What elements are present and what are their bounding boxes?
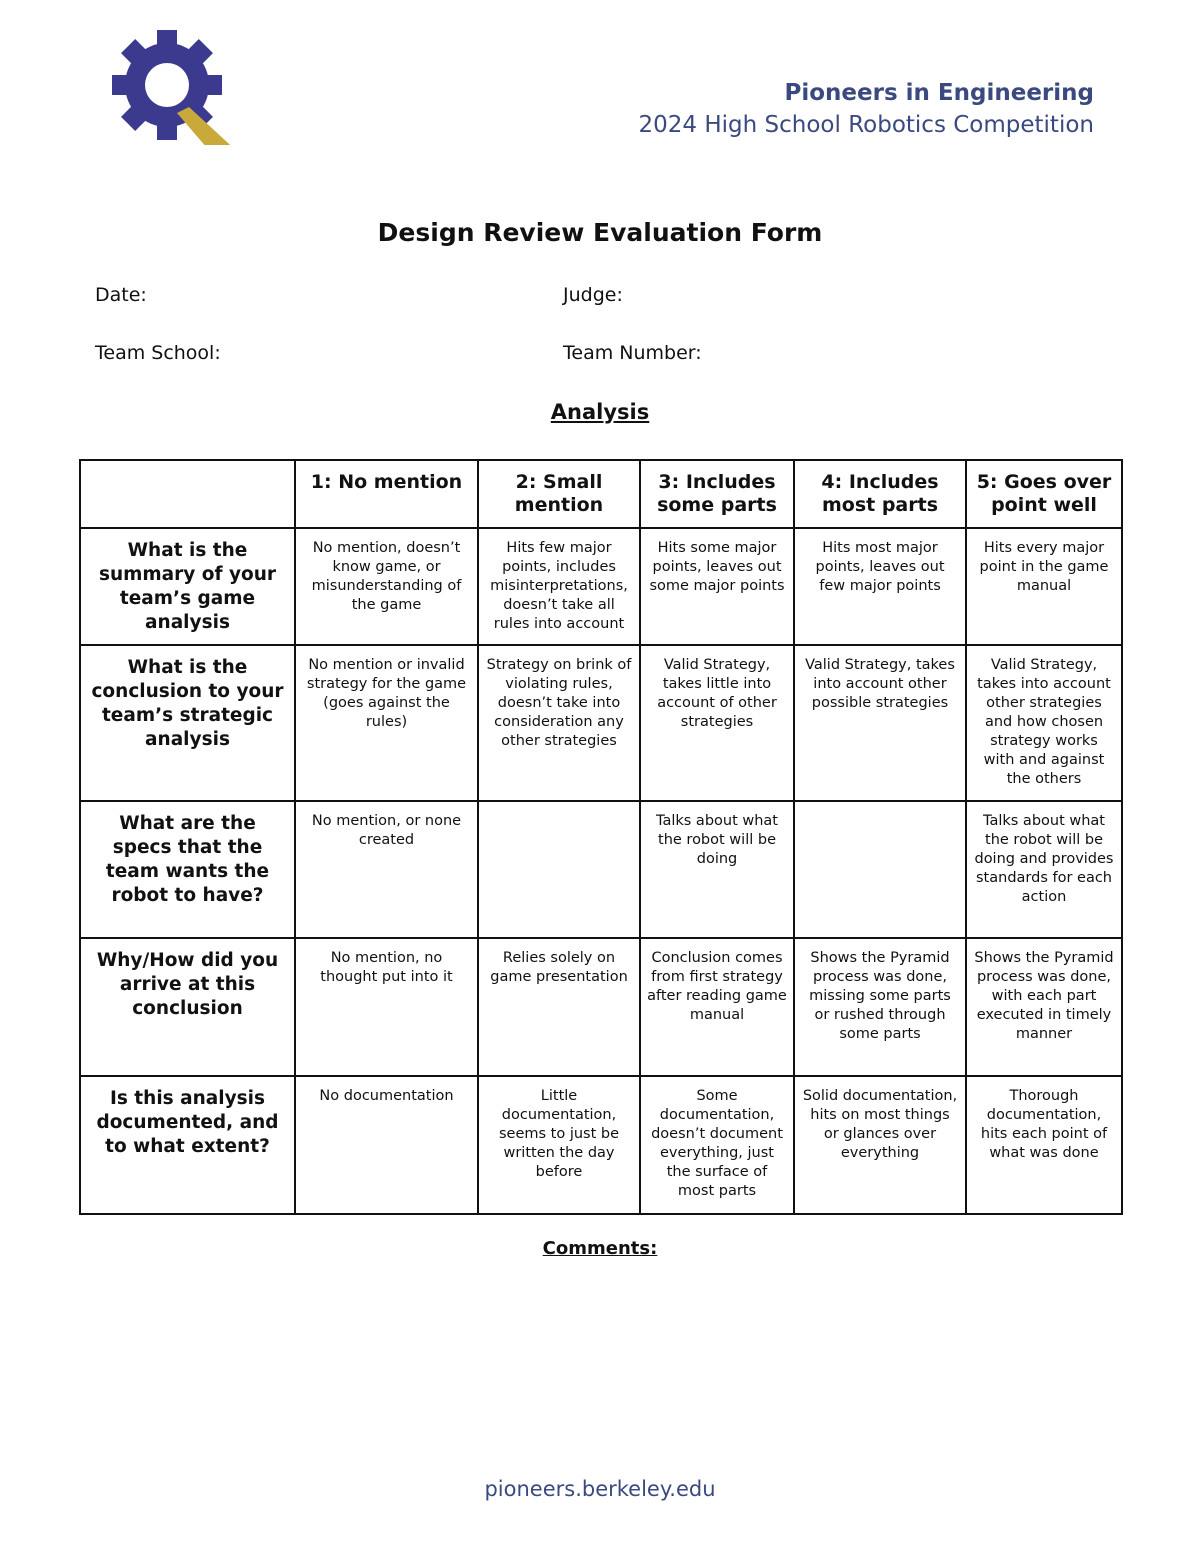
rubric-cell: Strategy on brink of violating rules, doesn’t take into consideration any other strategies <box>478 645 640 800</box>
rubric-header-row <box>80 460 1122 528</box>
footer-url[interactable]: pioneers.berkeley.edu <box>484 1477 716 1501</box>
rubric-cell: No mention or invalid strategy for the game (goes against the rules) <box>295 645 478 800</box>
table-row <box>80 1076 1122 1214</box>
org-name: Pioneers in Engineering <box>784 80 1094 106</box>
rubric-cell: Valid Strategy, takes into account other strategies and how chosen strategy works with and against the others <box>966 645 1122 800</box>
rubric-table <box>79 459 1123 1215</box>
column-header <box>80 460 295 528</box>
form-title: Design Review Evaluation Form <box>377 218 823 247</box>
pie-logo-icon <box>105 30 245 145</box>
organization-header <box>639 78 1094 142</box>
rubric-cell: No mention, doesn’t know game, or misunderstanding of the game <box>295 528 478 645</box>
rubric-cell: Hits some major points, leaves out some major points <box>640 528 794 645</box>
rubric-cell: Valid Strategy, takes little into account of other strategies <box>640 645 794 800</box>
rubric-cell: Talks about what the robot will be doing and provides standards for each action <box>966 801 1122 938</box>
table-row <box>80 528 1122 645</box>
judge-label: Judge: <box>563 284 623 306</box>
rubric-cell: Talks about what the robot will be doing <box>640 801 794 938</box>
table-row <box>80 645 1122 800</box>
column-header: 4: Includes most parts <box>794 460 966 528</box>
rubric-cell: Hits few major points, includes misinterpretations, doesn’t take all rules into account <box>478 528 640 645</box>
rubric-cell <box>478 801 640 938</box>
rubric-cell: Relies solely on game presentation <box>478 938 640 1075</box>
criterion-question: What are the specs that the team wants the robot to have? <box>80 801 295 938</box>
rubric-cell <box>794 801 966 938</box>
criterion-question: Is this analysis documented, and to what extent? <box>80 1076 295 1214</box>
rubric-cell: Solid documentation, hits on most things or glances over everything <box>794 1076 966 1214</box>
comments-label: Comments: <box>542 1238 658 1259</box>
rubric-cell: Hits most major points, leaves out few major points <box>794 528 966 645</box>
rubric-cell: No mention, no thought put into it <box>295 938 478 1075</box>
criterion-question: What is the summary of your team’s game analysis <box>80 528 295 645</box>
rubric-cell: Little documentation, seems to just be written the day before <box>478 1076 640 1214</box>
table-row <box>80 801 1122 938</box>
column-header: 2: Small mention <box>478 460 640 528</box>
criterion-question: What is the conclusion to your team’s strategic analysis <box>80 645 295 800</box>
rubric-cell: Hits every major point in the game manual <box>966 528 1122 645</box>
table-row <box>80 938 1122 1075</box>
rubric-cell: Thorough documentation, hits each point of what was done <box>966 1076 1122 1214</box>
column-header: 1: No mention <box>295 460 478 528</box>
event-name: 2024 High School Robotics Competition <box>638 112 1094 138</box>
section-title-analysis: Analysis <box>550 400 650 424</box>
team-school-label: Team School: <box>95 342 221 364</box>
rubric-cell: No mention, or none created <box>295 801 478 938</box>
rubric-cell: Valid Strategy, takes into account other possible strategies <box>794 645 966 800</box>
criterion-question: Why/How did you arrive at this conclusion <box>80 938 295 1075</box>
rubric-cell: No documentation <box>295 1076 478 1214</box>
rubric-cell: Conclusion comes from first strategy after reading game manual <box>640 938 794 1075</box>
column-header: 3: Includes some parts <box>640 460 794 528</box>
date-label: Date: <box>95 284 147 306</box>
team-number-label: Team Number: <box>563 342 702 364</box>
column-header: 5: Goes over point well <box>966 460 1122 528</box>
rubric-cell: Shows the Pyramid process was done, missing some parts or rushed through some parts <box>794 938 966 1075</box>
rubric-cell: Shows the Pyramid process was done, with each part executed in timely manner <box>966 938 1122 1075</box>
rubric-cell: Some documentation, doesn’t document everything, just the surface of most parts <box>640 1076 794 1214</box>
